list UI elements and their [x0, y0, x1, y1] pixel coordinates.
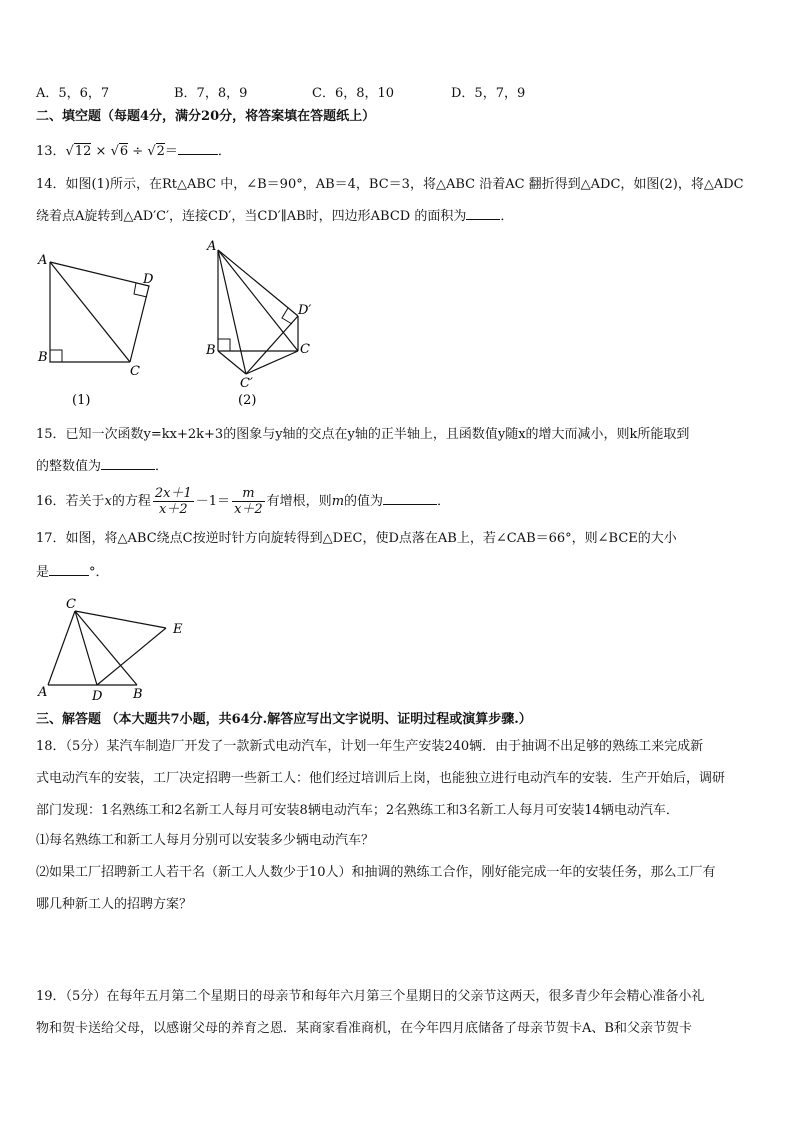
- question-16-end: ．: [437, 494, 451, 509]
- fig1-label-d: D: [143, 272, 154, 287]
- question-15-text: 的整数值为: [36, 459, 102, 474]
- question-18-sub-2-cont: 哪几种新工人的招聘方案？: [36, 897, 193, 912]
- question-18-line-2: 式电动汽车的安装，工厂决定招聘一些新工人：他们经过培训后上岗，也能独立进行电动汽车的安装．生产开始后，调研: [36, 771, 726, 786]
- question-17-line-2: [36, 562, 109, 582]
- answer-blank-13: [178, 141, 218, 155]
- question-15-line-2: [36, 456, 168, 476]
- section-heading-solutions: 三、解答题 （本大题共7小题，共64分.解答应写出文字说明、证明过程或演算步骤.）: [36, 712, 532, 727]
- question-14-line-1: 14．如图(1)所示，在Rt△ABC 中，∠B＝90°，AB＝4，BC＝3，将△ABC 沿着AC 翻折得到△ADC，如图(2)，将△ADC: [36, 177, 744, 192]
- figure-1-caption: (1): [72, 393, 91, 408]
- sqrt-2: 2: [156, 144, 165, 159]
- question-13-number: 13．: [36, 144, 66, 159]
- question-15-end: ．: [155, 459, 169, 474]
- answer-blank-14: [466, 206, 500, 220]
- fraction-left-denominator: x＋2: [159, 502, 188, 517]
- fig17-edge-ce: [75, 611, 166, 628]
- fraction-right-numerator: m: [232, 486, 265, 502]
- fig17-edge-cd: [75, 611, 97, 685]
- question-13-end: ．: [217, 144, 231, 159]
- question-14-text: 绕着点A旋转到△AD′C′，连接CD′，当CD′∥AB时，四边形ABCD 的面积为: [36, 209, 467, 224]
- question-16-after: 有增根，则: [266, 494, 332, 509]
- fig17-label-a: A: [38, 685, 48, 700]
- question-16-mid: 的方程: [111, 494, 151, 509]
- fig17-edge-cb: [75, 611, 137, 685]
- option-d: D．5，7，9: [451, 86, 526, 101]
- question-18-sub-1: ⑴每名熟练工和新工人每月分别可以安装多少辆电动汽车？: [36, 833, 375, 848]
- fig1-label-b: B: [38, 350, 48, 365]
- question-17-suffix: °．: [89, 565, 109, 580]
- fig2-label-c-prime: C′: [240, 376, 253, 391]
- question-16-tail: 的值为: [344, 494, 384, 509]
- section-heading-fill-blank: 二、填空题（每题4分，满分20分，将答案填在答题纸上）: [36, 109, 376, 124]
- fig1-right-angle-b: [50, 350, 62, 362]
- divide-sign: ÷: [132, 144, 144, 159]
- fraction-left: [153, 486, 194, 517]
- fig17-edge-ac: [48, 611, 75, 685]
- fraction-right: [232, 486, 265, 517]
- figure-2-caption: (2): [238, 393, 257, 408]
- question-15-line-1: 15．已知一次函数y=kx+2k+3的图象与y轴的交点在y轴的正半轴上，且函数值y随x的增大而减小，则k所能取到: [36, 427, 690, 442]
- sqrt-12: 12: [74, 144, 92, 159]
- fig2-label-b: B: [206, 343, 216, 358]
- question-13: 13．√12 × √6 ÷ √2＝ ．: [36, 141, 231, 161]
- fraction-left-numerator: 2x＋1: [154, 486, 192, 501]
- question-18-line-3: 部门发现：1名熟练工和2名新工人每月可安装8辆电动汽车；2名熟练工和3名新工人每月可安装14辆电动汽车．: [36, 803, 679, 818]
- sqrt-6: 6: [119, 144, 129, 159]
- fig17-label-b: B: [133, 687, 143, 702]
- answer-blank-15: [101, 456, 155, 470]
- question-17-line-1: 17．如图，将△ABC绕点C按逆时针方向旋转得到△DEC，使D点落在AB上，若∠CAB＝66°，则∠BCE的大小: [36, 531, 677, 546]
- fig2-label-a: A: [207, 239, 217, 254]
- fig1-edge-ad-dc: [50, 262, 149, 362]
- fraction-right-denominator: x＋2: [234, 502, 263, 517]
- variable-m: m: [331, 494, 345, 509]
- option-a: A．5，6，7: [36, 86, 110, 101]
- fig17-label-d: D: [92, 689, 103, 704]
- fig17-label-c: C: [66, 597, 76, 612]
- variable-x: x: [104, 494, 112, 509]
- fig2-edge-d2c2: [246, 316, 298, 374]
- question-16-prefix: 16．若关于: [36, 494, 105, 509]
- question-19-line-2: 物和贺卡送给父母，以感谢父母的养育之恩．某商家看准商机，在今年四月底储备了母亲节贺卡A、B和父亲节贺卡: [36, 1021, 692, 1036]
- fig2-label-d-prime: D′: [298, 303, 312, 318]
- fig2-right-angle-b: [218, 339, 230, 351]
- figure-2-diagram: [200, 236, 330, 412]
- times-sign: ×: [95, 144, 107, 159]
- fig2-edge-cc2: [246, 351, 298, 374]
- question-16: [36, 482, 450, 522]
- fig17-edge-de: [97, 628, 166, 685]
- option-c: C．6，8，10: [312, 86, 395, 101]
- option-b: B．7，8，9: [174, 86, 248, 101]
- question-14-line-2: [36, 206, 513, 226]
- minus-one-equals: －1＝: [195, 494, 231, 509]
- question-18-line-1: 18．（5分）某汽车制造厂开发了一款新式电动汽车，计划一年生产安装240辆．由于抽调不出足够的熟练工来完成新: [36, 739, 704, 754]
- question-14-end: ．: [500, 209, 514, 224]
- fig1-diagonal-ac: [50, 262, 130, 362]
- answer-blank-17: [49, 562, 89, 576]
- question-19-line-1: 19．（5分）在每年五月第二个星期日的母亲节和每年六月第三个星期日的父亲节这两天，很多青少年会精心准备小礼: [36, 989, 705, 1004]
- fig17-label-e: E: [173, 622, 183, 637]
- question-17-prefix: 是: [36, 565, 50, 580]
- figure-17-diagram: [30, 592, 200, 704]
- equals-sign: ＝: [164, 144, 178, 159]
- fig1-label-a: A: [38, 253, 48, 268]
- fig1-label-c: C: [130, 364, 140, 379]
- question-18-sub-2: ⑵如果工厂招聘新工人若干名（新工人人数少于10人）和抽调的熟练工合作，刚好能完成一年的安装任务，那么工厂有: [36, 865, 716, 880]
- figure-1-diagram: [30, 240, 170, 410]
- fig2-edge-ad2: [218, 250, 298, 316]
- fig2-label-c: C: [300, 342, 310, 357]
- answer-blank-16: [383, 491, 437, 505]
